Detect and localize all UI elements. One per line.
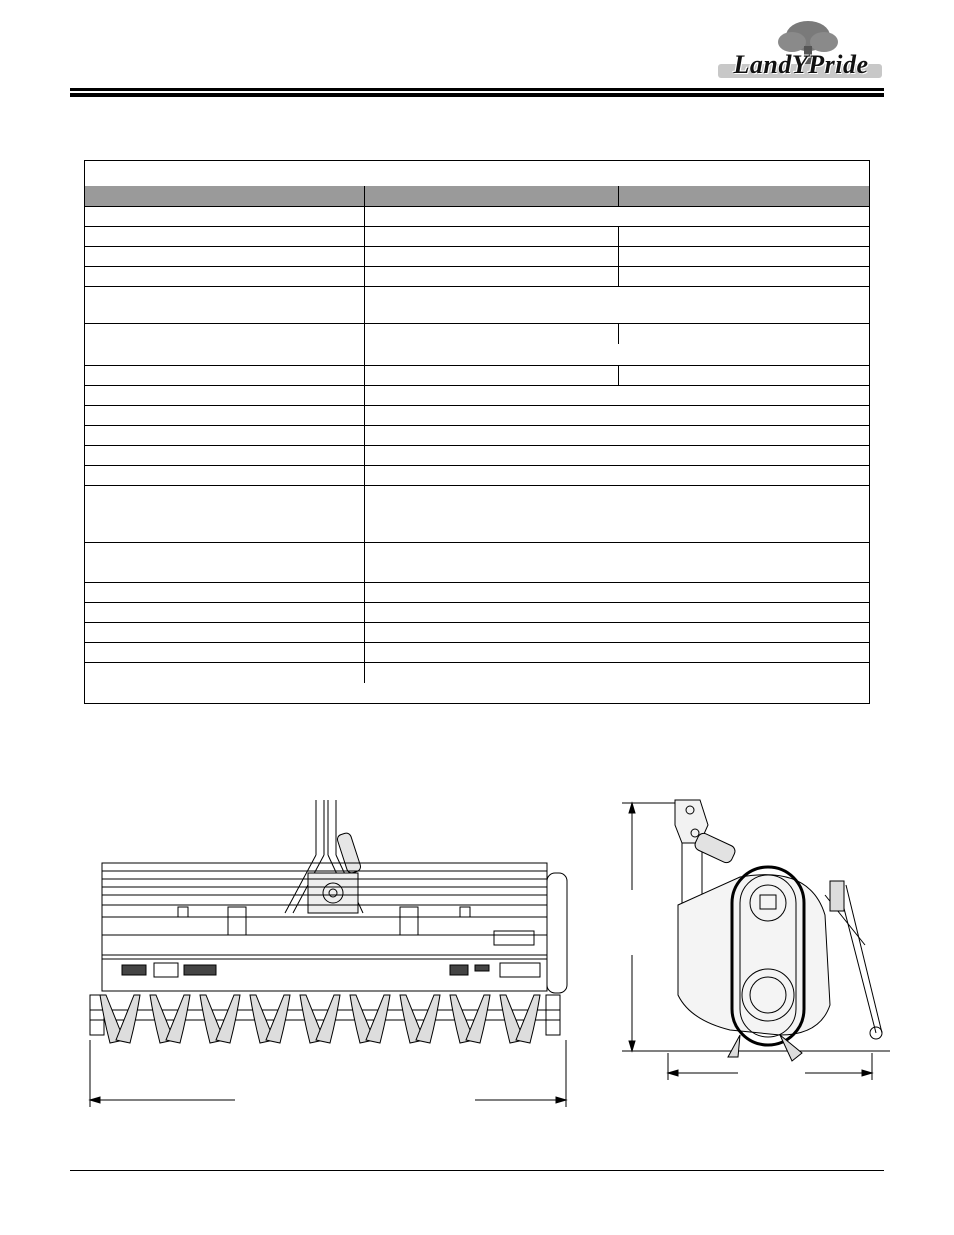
logo-text: LandYPride (733, 50, 869, 79)
tiller-tine (166, 995, 190, 1043)
table-row-label (85, 426, 365, 445)
table-row (85, 366, 869, 386)
header-rule (70, 88, 884, 91)
table-row (85, 486, 869, 543)
table-row (85, 466, 869, 486)
table-row (85, 643, 869, 663)
landy-pride-logo (712, 16, 888, 86)
table-row-label (85, 543, 365, 582)
table-row (85, 603, 869, 623)
table-cell-divider (618, 324, 619, 344)
table-row-label (85, 486, 365, 542)
table-row (85, 426, 869, 446)
header-rule-heavy (70, 93, 884, 97)
table-row-label (85, 406, 365, 425)
table-row-label (85, 623, 365, 642)
specifications-table (84, 160, 870, 704)
table-row-label (85, 366, 365, 385)
table-row-label (85, 227, 365, 246)
table-row-label (85, 466, 365, 485)
table-row-label (85, 643, 365, 662)
table-row (85, 267, 869, 287)
table-header-cell (85, 186, 365, 206)
tiller-tine (266, 995, 290, 1043)
table-row (85, 207, 869, 227)
table-row (85, 324, 869, 366)
table-row-label (85, 583, 365, 602)
tiller-tine (216, 995, 240, 1043)
tiller-tine (516, 995, 540, 1043)
tiller-tine (316, 995, 340, 1043)
table-row (85, 386, 869, 406)
footer-rule (70, 1170, 884, 1171)
table-row-label (85, 247, 365, 266)
front-view-drawing (80, 795, 580, 1115)
tiller-tine (366, 995, 390, 1043)
table-title (85, 161, 869, 187)
table-header-cell (619, 186, 869, 206)
table-row (85, 287, 869, 324)
table-row (85, 583, 869, 603)
table-row-label (85, 207, 365, 226)
table-row-label (85, 287, 365, 323)
table-row (85, 247, 869, 267)
table-cell-divider (618, 366, 619, 386)
table-row-label (85, 324, 365, 365)
table-cell-divider (618, 227, 619, 247)
table-row (85, 227, 869, 247)
table-row (85, 543, 869, 583)
side-view-drawing (620, 795, 890, 1095)
tiller-tine (116, 995, 140, 1043)
table-row (85, 406, 869, 426)
table-row-label (85, 603, 365, 622)
table-cell-divider (618, 247, 619, 267)
table-row-label (85, 386, 365, 405)
table-row-label (85, 267, 365, 286)
tiller-tine (466, 995, 490, 1043)
table-row-label (85, 446, 365, 465)
table-cell-divider (618, 267, 619, 287)
table-header-cell (365, 186, 619, 206)
table-row-label (85, 663, 365, 683)
table-row (85, 663, 869, 683)
table-row (85, 623, 869, 643)
table-header-row (85, 186, 869, 207)
tiller-tine (416, 995, 440, 1043)
table-row (85, 446, 869, 466)
